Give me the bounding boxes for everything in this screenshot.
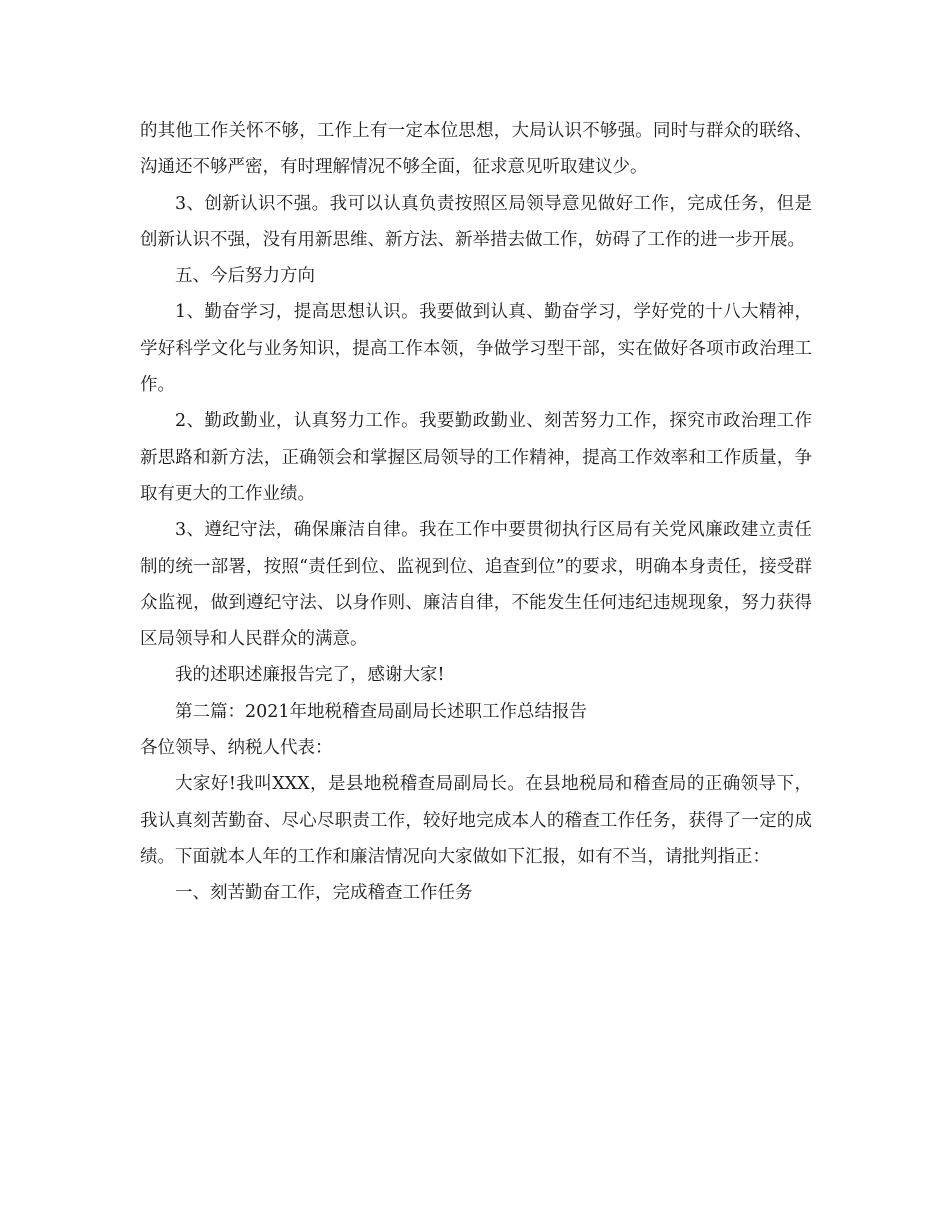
paragraph-discipline: 3、遵纪守法，确保廉洁自律。我在工作中要贯彻执行区局有关党风廉政建立责任制的统一部署，按照“责任到位、监视到位、追查到位”的要求，明确本身责任，接受群众监视，做到遵纪守法、以身作则、廉洁自律，不能发生任何违纪违规现象，努力获得区局领导和人民群众的满意。 [140,520,812,650]
salutation: 各位领导、纳税人代表： [140,738,333,759]
paragraph-introduction: 大家好!我叫XXX，是县地税稽查局副局长。在县地税局和稽查局的正确领导下，我认真刻苦勤奋、尽心尽职责工作，较好地完成本人的稽查工作任务，获得了一定的成绩。下面就本人年的工作和廉洁情况向大家做如下汇报，如有不当，请批判指正： [140,774,812,867]
paragraph-diligence: 2、勤政勤业，认真努力工作。我要勤政勤业、刻苦努力工作，探究市政治理工作新思路和新方法，正确领会和掌握区局领导的工作精神，提高工作效率和工作质量，争取有更大的工作业绩。 [140,411,812,504]
paragraph-innovation: 3、创新认识不强。我可以认真负责按照区局领导意见做好工作，完成任务，但是创新认识不强，没有用新思维、新方法、新举措去做工作，妨碍了工作的进一步开展。 [140,193,812,250]
section-heading-future-direction: 五、今后努力方向 [175,266,315,287]
section-heading-work: 一、刻苦勤奋工作，完成稽查工作任务 [175,883,473,904]
document-body [140,113,812,912]
second-article-title: 第二篇：2021年地税稽查局副局长述职工作总结报告 [175,701,588,722]
paragraph-continued: 的其他工作关怀不够，工作上有一定本位思想，大局认识不够强。同时与群众的联络、沟通还不够严密，有时理解情况不够全面，征求意见听取建议少。 [140,121,812,178]
paragraph-closing: 我的述职述廉报告完了，感谢大家! [175,665,445,686]
paragraph-study: 1、勤奋学习，提高思想认识。我要做到认真、勤奋学习，学好党的十八大精神，学好科学文化与业务知识，提高工作本领，争做学习型干部，实在做好各项市政治理工作。 [140,302,812,396]
